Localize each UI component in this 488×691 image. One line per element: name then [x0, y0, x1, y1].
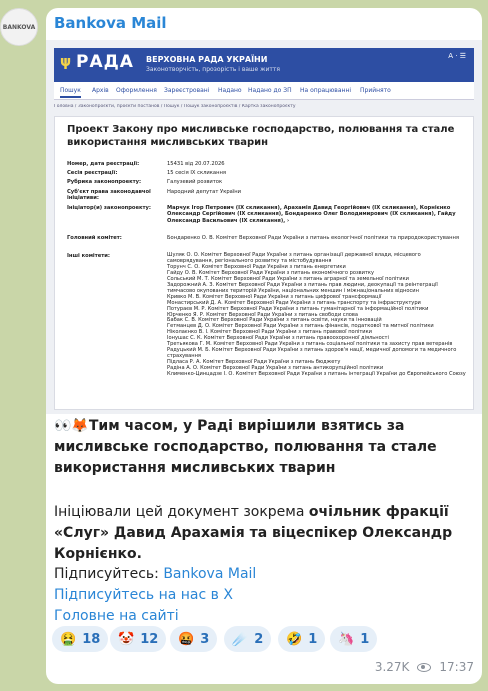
committee-item: Кривко М. В. Комітет Верховної Ради України з питань цифрової трансформації [167, 293, 382, 300]
reaction-angry[interactable] [170, 626, 217, 652]
vomit-icon: 🤮 [60, 631, 77, 647]
rada-nav-item: Надано [218, 87, 242, 94]
field-key: Суб'єкт права законодавчої ініціативи: [67, 189, 151, 202]
angry-face-icon: 🤬 [178, 631, 195, 647]
field-value: 15 сесія IX скликання [167, 170, 226, 176]
subscribe-link[interactable]: Bankova Mail [163, 566, 257, 582]
committee-item: Гетманцев Д. О. Комітет Верховної Ради України з питань фінансів, податкової та митної політики [167, 323, 434, 330]
message-photo[interactable] [46, 40, 482, 414]
subscribe-line [54, 564, 476, 585]
field-value: Народний депутат України [167, 189, 241, 195]
unicorn-icon: 🦄 [338, 631, 355, 647]
rada-nav [54, 82, 474, 100]
message-time: 17:37 [439, 660, 474, 674]
reaction-unicorn[interactable] [330, 626, 377, 652]
message-bubble [46, 8, 482, 684]
rada-header [54, 48, 474, 82]
reaction-count: 1 [308, 631, 318, 647]
rada-nav-item: Зареєстровані [164, 87, 210, 94]
field-key: Ініціатор(и) законопроекту: [67, 205, 151, 211]
rada-brand: РАДА [76, 52, 134, 72]
x-link[interactable]: Підписуйтесь на нас в Х [54, 587, 233, 603]
committee-item: Іонушас С. К. Комітет Верховної Ради України з питань правоохоронної діяльності [167, 335, 389, 342]
reaction-count: 3 [200, 631, 210, 647]
rada-breadcrumb: Головна / Законопроєкти, проєкти постанов / Пошук / Пошук законопроєктів / Картка законопроєкту [54, 104, 296, 109]
rada-nav-item: Оформлення [116, 87, 157, 94]
rada-nav-item: Надано до ЗП [248, 87, 292, 94]
committee-item: Гайду О. В. Комітет Верховної Ради України з питань економічного розвитку [167, 269, 375, 276]
committee-item: Торунч С. О. Комітет Верховної Ради України з питань енергетики [167, 263, 346, 270]
committee-item: Клименко-Цинцадзе І. О. Комітет Верховної Ради України з питань інтеграції України до Європейського Союзу [167, 371, 466, 378]
committee-item: Ніколаєнко В. І. Комітет Верховної Ради України з питань правової політики [167, 329, 372, 336]
comet-icon: ☄️ [232, 631, 249, 647]
committee-item: Радуцький М. Б. Комітет Верховної Ради України з питань здоров'я нації, медичної допомоги та медичного страхування [167, 347, 457, 360]
view-count: 3.27K [374, 660, 410, 674]
committee-item: Потураєв М. Р. Комітет Верховної Ради України з питань гуманітарної та інформаційної політики [167, 305, 429, 312]
reaction-comet[interactable] [224, 626, 271, 652]
committee-item: Шуляк О. О. Комітет Верховної Ради України з питань організації державної влади, місцевого самоврядування, регіонального розвитку та містобудування [167, 252, 421, 264]
reaction-clown[interactable] [110, 626, 166, 652]
trident-icon: ψ [60, 54, 72, 70]
field-value[interactable]: Марчук Ігор Петрович (IX скликання), Арахамія Давид Георгійович (IX скликання), Корнієнко Олександр Сергійович (IX скликання), Бондаренко Олег Володимирович (IX скликання), Гайду Олександр Васильович (IX скликання), › [167, 205, 456, 224]
committee-item: Сольський М. Т. Комітет Верховної Ради України з питань аграрної та земельної політики [167, 275, 409, 282]
committee-item: Третьякова Г. М. Комітет Верховної Ради України з питань соціальної політики та захисту прав ветеранів [167, 341, 453, 348]
post-headline [54, 416, 476, 479]
field-key: Номер, дата реєстрації: [67, 161, 140, 167]
message-meta [375, 660, 474, 674]
rada-nav-item: Прийнято [360, 87, 391, 94]
committee-list [167, 253, 467, 378]
committee-item: Юрченко Я. Р. Комітет Верховної Ради України з питань свободи слова [167, 311, 359, 318]
field-value: Галузевий розвиток [167, 179, 223, 185]
rada-subtitle: ВЕРХОВНА РАДА УКРАЇНИ [146, 55, 268, 64]
reaction-count: 18 [82, 631, 101, 647]
subscribe-label: Підписуйтесь: [54, 566, 164, 582]
paragraph-bold: очільник фракції «Слуг» Давид Арахамія та віцеспікер Олександр Корнієнко. [54, 504, 453, 562]
field-key: Сесія реєстрації: [67, 170, 118, 176]
rofl-icon: 🤣 [286, 631, 303, 647]
rada-nav-item: Архів [92, 87, 109, 94]
reaction-vomit[interactable] [52, 626, 108, 652]
headline-text: Тим часом, у Раді вирішили взятись за мисливське господарство, полювання та стале використання мисливських тварин [54, 418, 437, 476]
paragraph-text: Ініціювали цей документ зокрема [54, 504, 309, 520]
reaction-count: 12 [140, 631, 159, 647]
rada-subtitle2: Законотворчість, прозорість і ваше життя [146, 66, 281, 73]
committee-item: Радіна А. О. Комітет Верховної Ради України з питань антикорупційної політики [167, 365, 384, 372]
rada-header-tools: A · ☰ [448, 52, 466, 60]
reaction-count: 2 [254, 631, 264, 647]
field-value: Бондаренко О. В. Комітет Верховної Ради України з питань екологічної політики та природокористування [167, 235, 459, 241]
channel-avatar[interactable] [0, 8, 38, 46]
eyes-fox-icon: 👀🦊 [54, 418, 89, 434]
avatar-text: BANKOVA [2, 23, 36, 31]
reaction-rofl[interactable] [278, 626, 325, 652]
reaction-count: 1 [360, 631, 370, 647]
clown-icon: 🤡 [118, 631, 135, 647]
field-key: Головний комітет: [67, 235, 122, 241]
field-key: Інші комітети: [67, 253, 110, 259]
eye-icon [417, 663, 431, 672]
rada-nav-item: На опрацюванні [300, 87, 352, 94]
field-key: Рубрика законопроекту: [67, 179, 142, 185]
committee-item: Задорожний А. З. Комітет Верховної Ради України з питань прав людини, деокупації та реінтеграції тимчасово окупованих територій України, національних меншин і міжнаціональних відносин [167, 281, 438, 294]
bill-card [54, 116, 474, 410]
site-link[interactable]: Головне на сайті [54, 608, 179, 624]
committee-item: Бабак С. В. Комітет Верховної Ради України з питань освіти, науки та інновацій [167, 317, 382, 324]
committee-item: Підласа Р. А. Комітет Верховної Ради України з питань бюджету [167, 359, 341, 366]
post-paragraph [54, 502, 476, 565]
committee-item: Монастирський Д. А. Комітет Верховної Ради України з питань транспорту та інфраструктури [167, 299, 421, 306]
field-value: 15431 від 20.07.2026 [167, 161, 225, 167]
rada-nav-item: Пошук [60, 87, 81, 98]
channel-name[interactable]: Bankova Mail [54, 14, 167, 32]
bill-title: Проект Закону про мисливське господарство, полювання та стале використання мисливських тварин [67, 124, 455, 148]
